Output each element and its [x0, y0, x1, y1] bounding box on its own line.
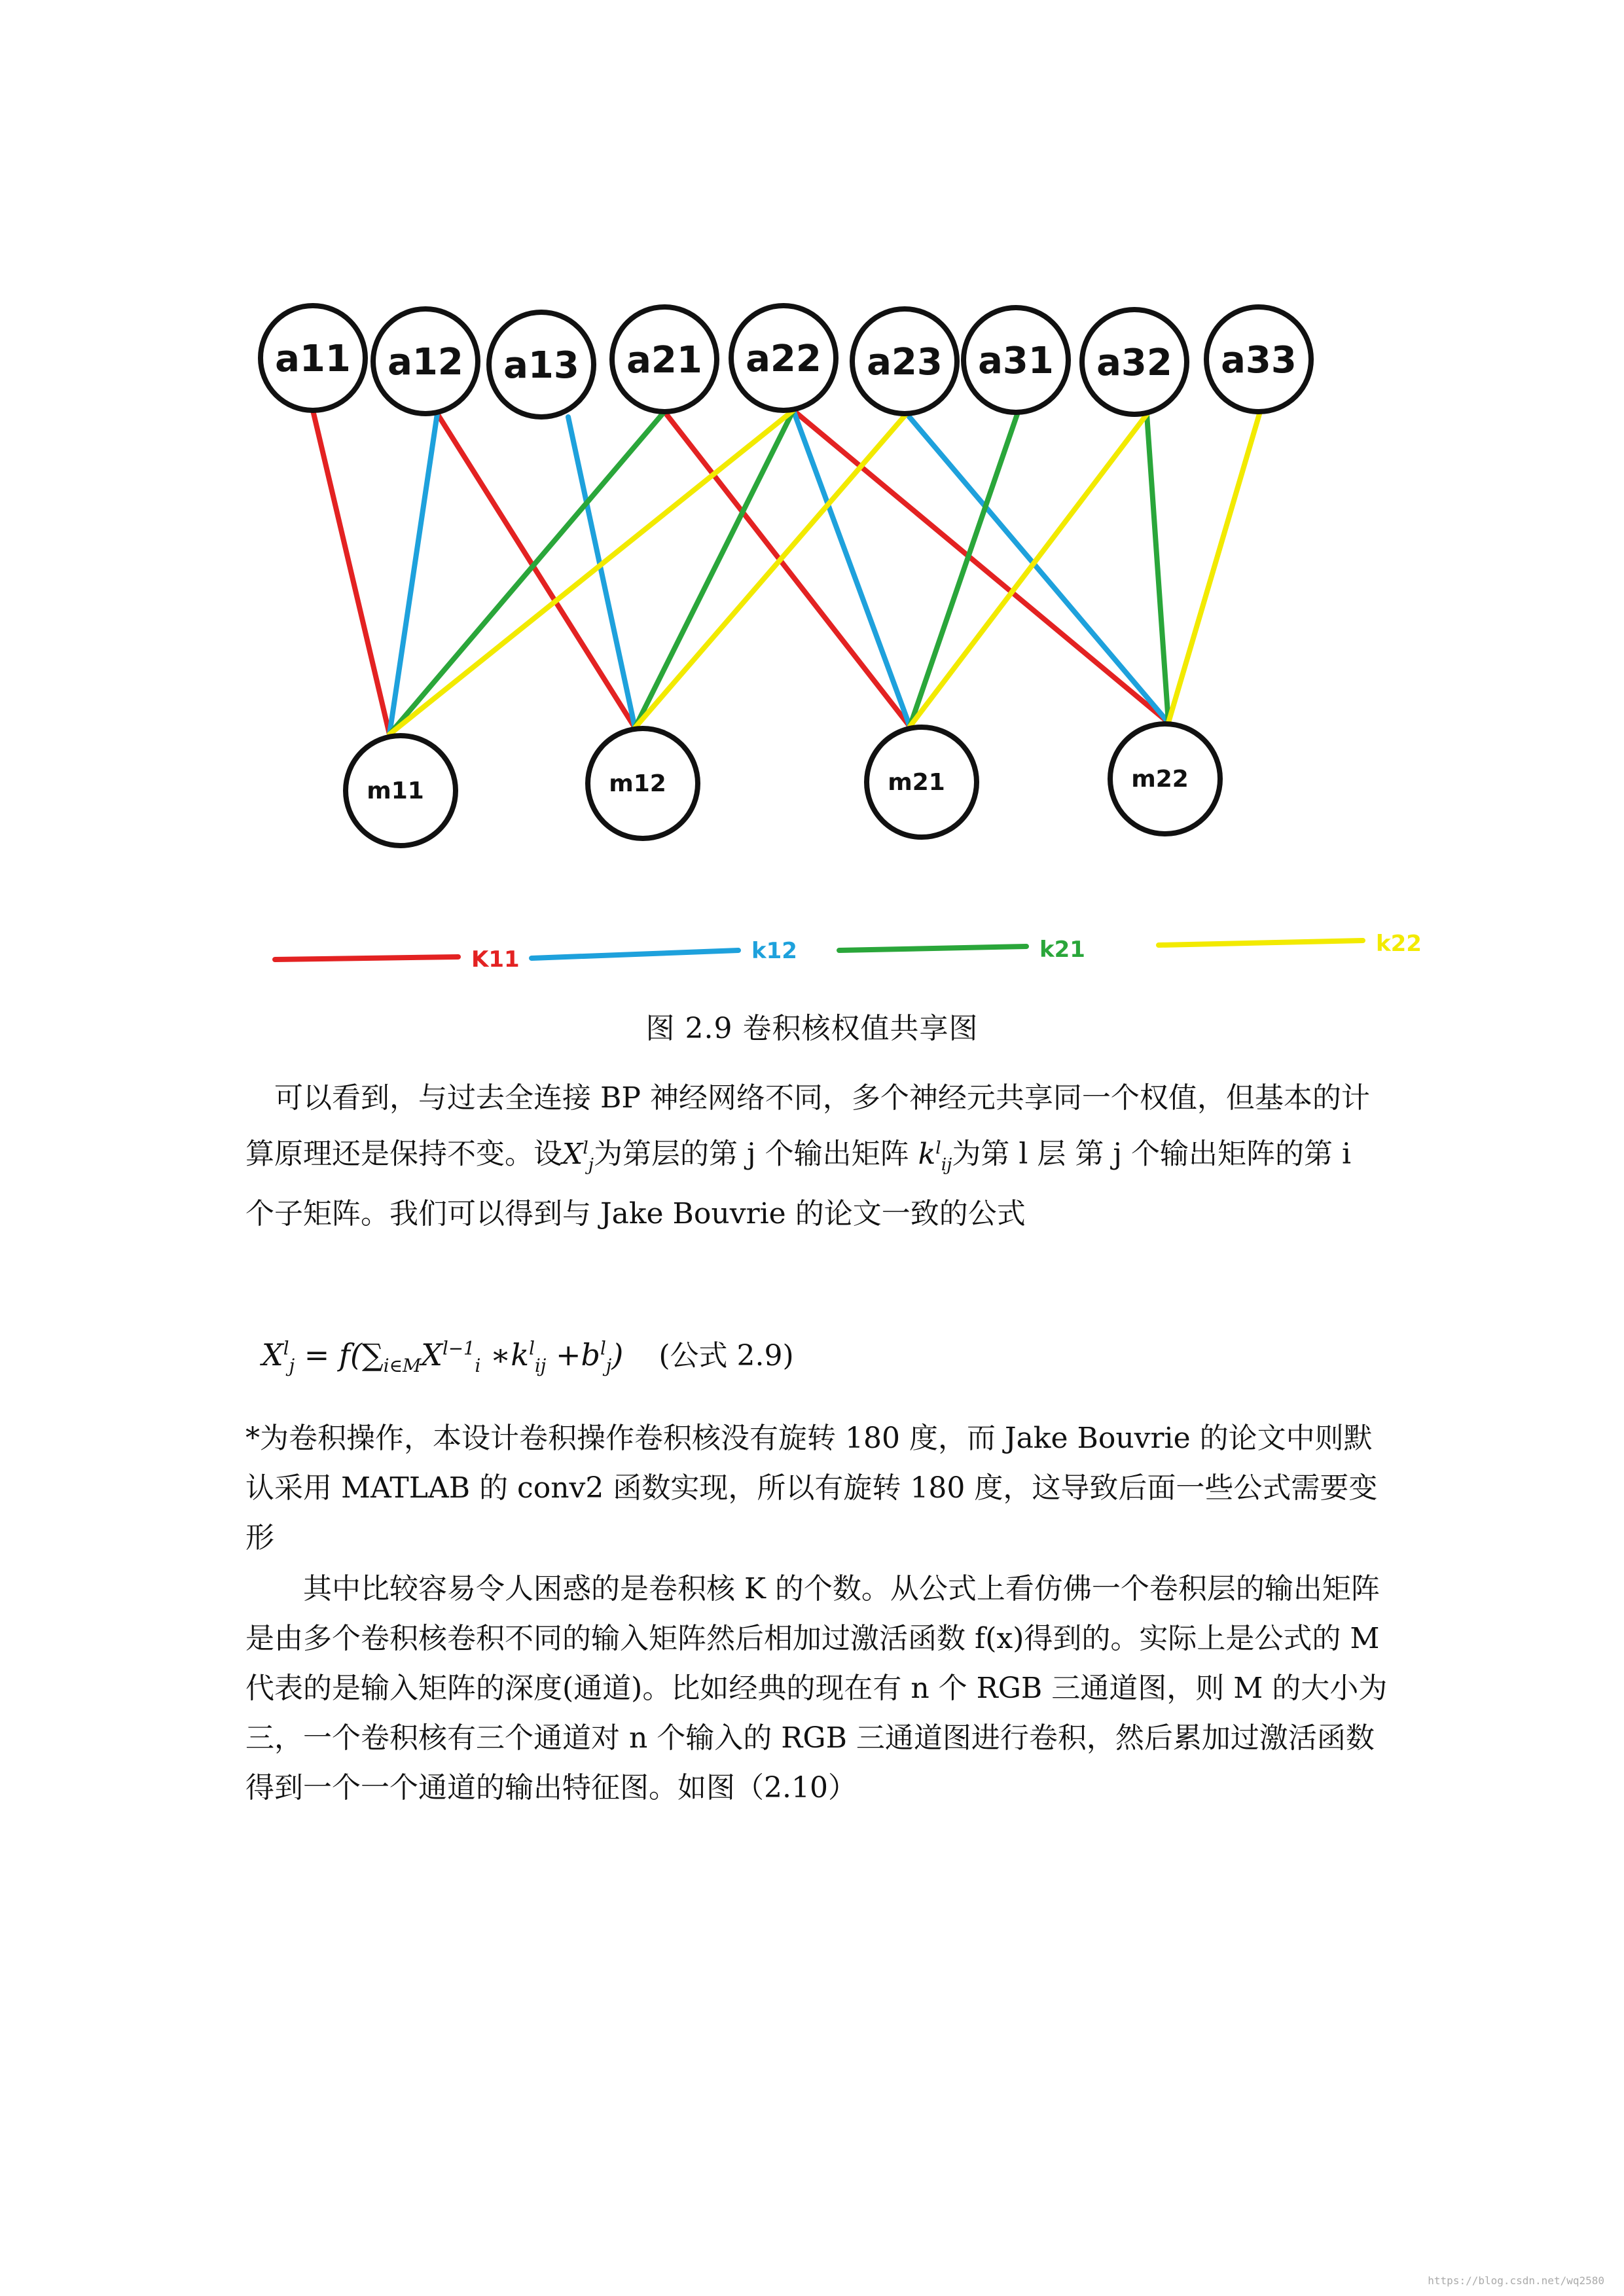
- paragraph-kernel-count: 其中比较容易令人困惑的是卷积核 K 的个数。从公式上看仿佛一个卷积层的输出矩阵是由多个卷积核卷积不同的输入矩阵然后相加过激活函数 f(x)得到的。实际上是公式的 M 代表的是输入矩阵的深度(通道)。比如经典的现在有 n 个 RGB 三通道图，则 M 的大小为三，一个卷积核有三个通道对 n 个输入的 RGB 三通道图进行卷积，然后累加过激活函数得到一个一个通道的输出特征图。如图（2.10）: [245, 1572, 1388, 1804]
- node-a32: [1082, 310, 1187, 414]
- edge-a33-m22-k22: [1168, 412, 1260, 723]
- legend-swatch: [532, 950, 738, 958]
- edge-a13-m12-k12: [568, 417, 635, 728]
- legend-swatch: [839, 946, 1026, 950]
- formula-2-9: [262, 1332, 794, 1376]
- legend-item-k11: [275, 946, 520, 973]
- edge-a22-m11-k22: [389, 410, 793, 734]
- figure-caption: 图 2.9 卷积核权值共享图: [645, 1012, 979, 1045]
- edges-layer: [313, 410, 1260, 734]
- node-label: m11: [367, 778, 424, 804]
- para1-text-3: 为第 l 层 第 j 个输出矩阵的第 i 个子矩阵。我们可以得到与 Jake Bouvrie 的论文一致的公式: [245, 1137, 1352, 1231]
- edge-a32-m22-k21: [1147, 414, 1168, 723]
- para1-text-2: 为第层的第 j 个输出矩阵: [593, 1137, 918, 1171]
- symbol-k-l-ij: $k^l_{ij}$: [918, 1137, 952, 1175]
- legend: [275, 931, 1422, 973]
- node-a13: [489, 312, 594, 417]
- node-label: a11: [275, 338, 351, 380]
- paragraph-weight-sharing: [245, 1073, 1388, 1239]
- node-label: a13: [503, 344, 579, 387]
- legend-swatch: [275, 957, 458, 960]
- edge-a21-m21-k11: [664, 412, 910, 726]
- node-label: a23: [867, 341, 943, 384]
- node-label: a12: [388, 341, 463, 384]
- node-a31: [964, 308, 1068, 412]
- edge-a31-m21-k21: [910, 412, 1018, 726]
- node-m22: [1110, 724, 1220, 834]
- node-label: m22: [1131, 766, 1189, 793]
- legend-label: k12: [751, 938, 797, 964]
- node-label: a21: [626, 339, 702, 382]
- node-a11: [261, 306, 365, 410]
- node-m21: [867, 727, 977, 837]
- paragraph-convolution-note: *为卷积操作，本设计卷积操作卷积核没有旋转 180 度，而 Jake Bouvrie 的论文中则默认采用 MATLAB 的 conv2 函数实现，所以有旋转 180 度，这导致后面一些公式需要变形: [245, 1422, 1378, 1554]
- node-label: a32: [1096, 342, 1172, 384]
- edge-a11-m11-k11: [313, 410, 389, 734]
- symbol-x-l-j: $X^l_j$: [562, 1137, 594, 1175]
- edge-a12-m12-k11: [437, 414, 635, 728]
- node-label: m12: [609, 770, 666, 797]
- formula-expression: $X^l_j = f(\sum_{i\in M}X^{l-1}_i$ $∗k^l_{ij} +b^l_j$): [262, 1337, 624, 1377]
- legend-label: K11: [471, 946, 520, 973]
- nodes-layer: [261, 306, 1311, 846]
- node-label: a33: [1221, 339, 1297, 382]
- node-a22: [731, 306, 836, 410]
- kernel-weight-sharing-diagram: [0, 0, 1624, 982]
- node-a23: [852, 309, 957, 414]
- watermark: https://blog.csdn.net/wq2580: [1428, 2274, 1604, 2287]
- legend-swatch: [1159, 941, 1363, 945]
- legend-label: k22: [1376, 931, 1422, 957]
- node-a12: [373, 309, 478, 414]
- node-m12: [588, 728, 698, 838]
- node-a33: [1206, 307, 1311, 412]
- legend-item-k22: [1159, 931, 1422, 957]
- formula-tag: (公式 2.9): [659, 1339, 794, 1372]
- node-m11: [346, 736, 456, 846]
- node-label: m21: [888, 769, 945, 796]
- node-label: a31: [978, 340, 1054, 382]
- legend-label: k21: [1039, 937, 1085, 963]
- para1-text-1: 可以看到，与过去全连接 BP 神经网络不同，多个神经元共享同一个权值，但基本的计算原理还是保持不变。设: [245, 1081, 1370, 1171]
- legend-item-k12: [532, 938, 797, 964]
- node-label: a22: [746, 338, 821, 380]
- node-a21: [612, 307, 717, 412]
- legend-item-k21: [839, 937, 1085, 963]
